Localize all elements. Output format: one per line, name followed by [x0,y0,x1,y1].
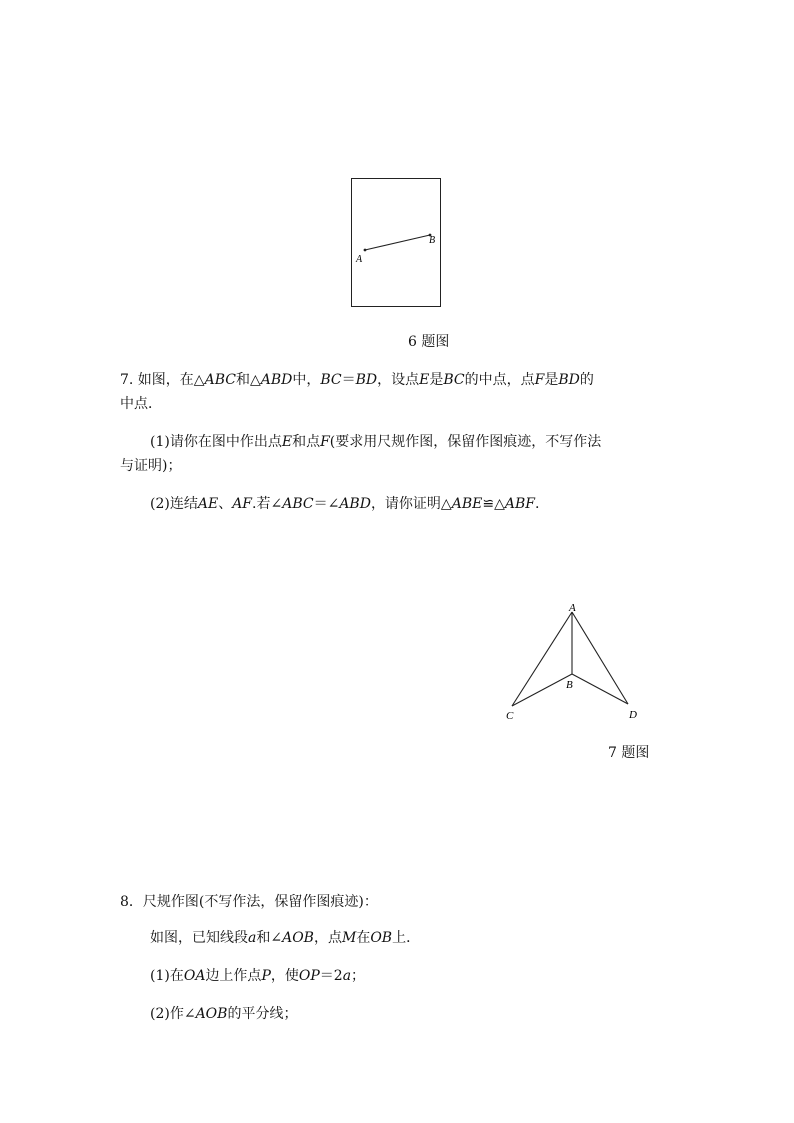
q7-part2 [150,494,539,514]
text: 在 [356,930,371,946]
var: AF [232,496,253,512]
text: 和∠ [256,930,283,946]
segment-ab [365,235,430,250]
label-b: B [566,679,573,691]
text: (要求用尺规作图，保留作图痕迹，不写作法 [329,434,602,450]
text: ； [351,968,366,984]
text: 、 [218,496,233,512]
text: ，设点 [377,372,420,388]
q7-number: 7. [120,372,134,388]
text: 的中点，点 [464,372,535,388]
label-a: A [356,254,363,265]
var: M [341,930,357,946]
q7-stem-line1 [120,370,594,390]
text: (2)作∠ [150,1006,196,1022]
text: ，点 [313,930,342,946]
label-d: D [629,709,637,721]
var: a [248,930,257,946]
q7-part1-line1 [150,432,601,452]
point-a [364,249,367,252]
segment-ac [512,612,572,706]
text: 如图，在△ [133,372,205,388]
text: ＝∠ [313,496,340,512]
var: ABE [451,496,483,512]
label-b: B [429,235,436,246]
q8-part2 [150,1004,297,1024]
var: a [342,968,352,984]
var: BC [443,372,465,388]
var: AE [197,496,219,512]
var: OB [370,930,393,946]
var: BC [320,372,342,388]
text: ，请你证明△ [370,496,452,512]
figure-7 [500,598,650,728]
text: ，使 [270,968,299,984]
segment-ad [572,612,628,704]
text: ≌△ [482,496,505,512]
var: ABD [260,372,293,388]
segment-bc [512,674,572,706]
q8-intro [150,928,420,948]
text: 如图，已知线段 [150,930,248,946]
var: AOB [282,930,314,946]
q7-stem-line2: 中点． [120,396,162,412]
var: BD [355,372,378,388]
label-c: C [506,710,514,722]
text: 上． [392,930,421,946]
text: 的平分线； [227,1006,298,1022]
q8-part1 [150,966,365,986]
figure-6-caption: 6 题图 [408,334,450,350]
text: ＝ [341,372,356,388]
text: 的 [579,372,594,388]
var: AOB [195,1006,228,1022]
text: 边上作点 [205,968,262,984]
text: .若∠ [252,496,283,512]
q8-title: 8．尺规作图(不写作法，保留作图痕迹)： [120,894,378,910]
var: F [534,372,545,388]
text: (1)在 [150,968,184,984]
text: 是 [544,372,559,388]
text: ＝2 [319,968,343,984]
figure-7-caption: 7 题图 [608,745,650,761]
text: 和点 [292,434,321,450]
var: ABF [504,496,535,512]
var: E [419,372,430,388]
label-a: A [569,602,576,614]
text: . [534,496,540,512]
var: F [320,434,330,450]
text: 和△ [235,372,261,388]
var: ABC [282,496,314,512]
var: ABC [204,372,236,388]
var: OP [298,968,320,984]
text: 中， [292,372,321,388]
var: OA [183,968,206,984]
text: (2)连结 [150,496,198,512]
var: P [261,968,271,984]
var: E [281,434,293,450]
segment-bd [572,674,628,704]
text: (1)请你在图中作出点 [150,434,282,450]
var: ABD [339,496,371,512]
q7-part1-line2: 与证明)； [120,458,182,474]
figure-6 [345,172,449,312]
text: 是 [429,372,444,388]
var: BD [558,372,580,388]
